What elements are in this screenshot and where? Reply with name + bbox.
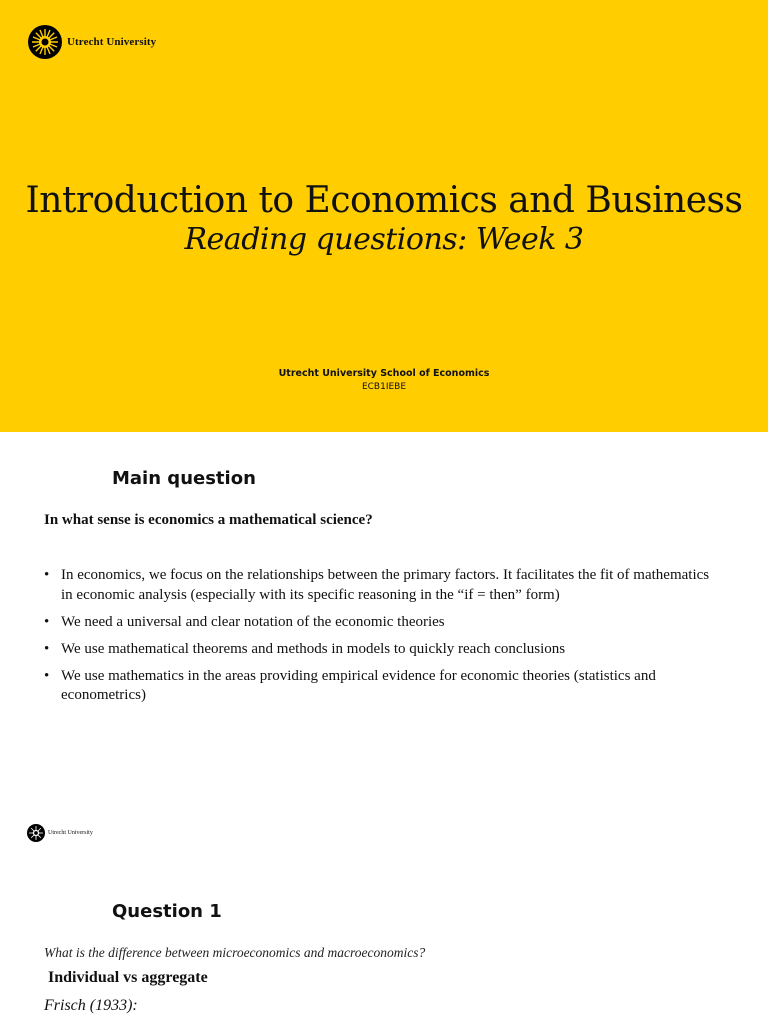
main-question-text: In what sense is economics a mathematical science? bbox=[44, 512, 373, 528]
question-1-heading: Question 1 bbox=[112, 901, 222, 922]
university-logo bbox=[28, 25, 156, 59]
slide-title: Introduction to Economics and Business bbox=[25, 180, 743, 221]
sun-seal-icon bbox=[27, 824, 45, 842]
bullet-item: • We use mathematics in the areas providing empirical evidence for economic theories (statistics and econometrics) bbox=[44, 667, 724, 706]
title-slide bbox=[0, 0, 768, 432]
bullet-item: • In economics, we focus on the relationships between the primary factors. It facilitates the fit of mathematics in economic analysis (especially with its specific reasoning in the “if = then” form) bbox=[44, 566, 724, 605]
logo-text: Utrecht University bbox=[48, 830, 93, 836]
bullet-item: • We use mathematical theorems and methods in models to quickly reach conclusions bbox=[44, 640, 724, 660]
logo-text: Utrecht University bbox=[67, 36, 157, 48]
university-logo-small bbox=[27, 824, 93, 842]
slide-subtitle: Reading questions: Week 3 bbox=[184, 222, 584, 257]
citation-text: Frisch (1933): bbox=[44, 997, 138, 1014]
school-name: Utrecht University School of Economics bbox=[278, 368, 490, 379]
question-1-text: What is the difference between microeconomics and macroeconomics? bbox=[44, 945, 426, 960]
main-question-heading: Main question bbox=[112, 468, 256, 489]
course-code: ECB1IEBE bbox=[361, 382, 407, 392]
sun-seal-icon bbox=[28, 25, 62, 59]
answer-bullet-list bbox=[44, 566, 724, 713]
answer-subheading: Individual vs aggregate bbox=[48, 969, 208, 986]
bullet-item: • We need a universal and clear notation of the economic theories bbox=[44, 613, 724, 633]
